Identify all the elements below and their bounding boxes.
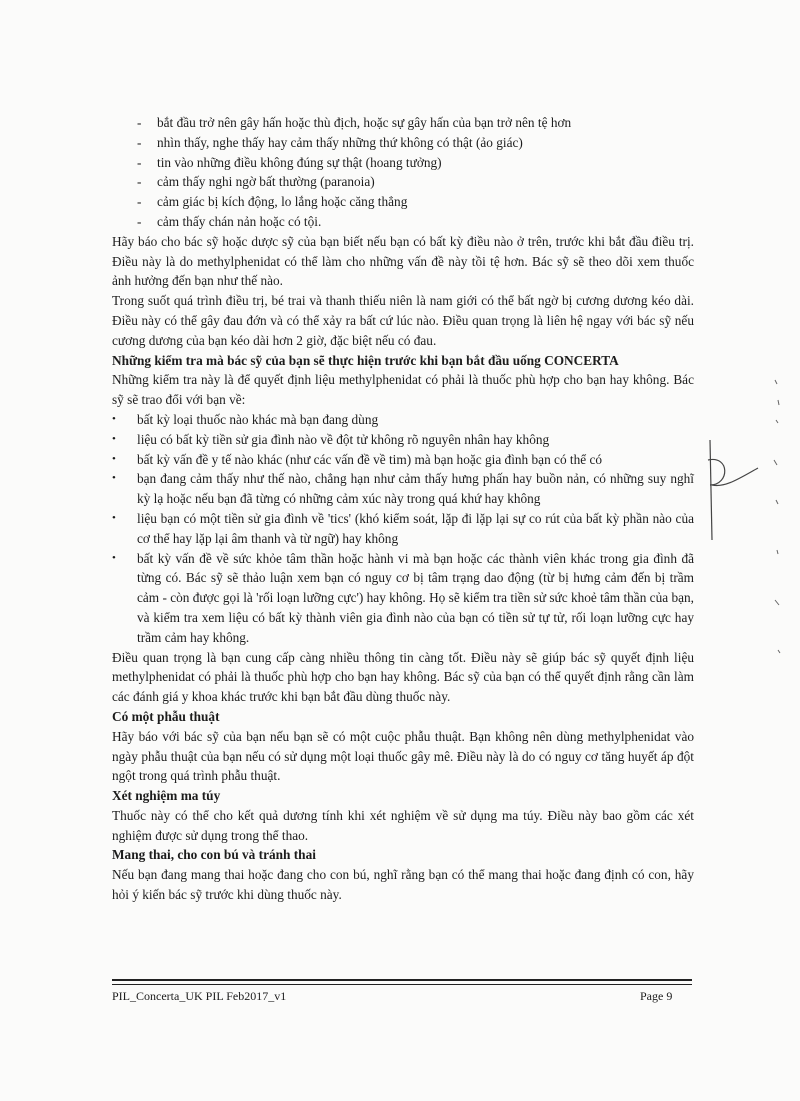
section-heading: Mang thai, cho con bú và tránh thai (112, 847, 316, 863)
paragraph: Thuốc này có thể cho kết quả dương tính khi xét nghiệm về sử dụng ma túy. Điều này bao gồm các xét nghiệm được sử dụng trong thể thao. (112, 807, 694, 843)
list-item: - cảm thấy chán nản hoặc có tội. (112, 212, 694, 232)
paragraph: Điều quan trọng là bạn cung cấp càng nhiều thông tin càng tốt. Điều này sẽ giúp bác sỹ quyết định liệu methylphenidat có phải là thuốc phù hợp cho bạn hay không. Bác sỹ của bạn có thể quyết định rằng cần làm các đánh giá y khoa khác trước khi bạn bắt đầu dùng thuốc này. (112, 649, 694, 705)
margin-annotation-icon (700, 360, 800, 680)
paragraph: Hãy báo cho bác sỹ hoặc dược sỹ của bạn biết nếu bạn có bất kỳ điều nào ở trên, trước khi bắt đầu điều trị. Điều này là do methylphenidat có thể làm cho những vấn đề này tồi tệ hơn. Bác sỹ sẽ theo dõi xem thuốc ảnh hưởng đến bạn như thế nào. (112, 233, 694, 289)
list-item: • liệu có bất kỳ tiền sử gia đình nào về đột tử không rõ nguyên nhân hay không (112, 430, 694, 450)
paragraph: Trong suốt quá trình điều trị, bé trai và thanh thiếu niên là nam giới có thể bất ngờ bị cương dương kéo dài. Điều này có thể gây đau đớn và có thể xảy ra bất cứ lúc nào. Điều quan trọng là liên hệ ngay với bác sỹ nếu cương dương của bạn kéo dài hơn 2 giờ, đặc biệt nếu có đau. (112, 293, 694, 348)
page-number: Page 9 (640, 989, 673, 1003)
section-heading: Những kiểm tra mà bác sỹ của bạn sẽ thực hiện trước khi bạn bắt đầu uống CONCERTA (112, 352, 619, 368)
paragraph: Nếu bạn đang mang thai hoặc đang cho con bú, nghĩ rằng bạn có thể mang thai hoặc đang định có con, hãy hỏi ý kiến bác sỹ trước khi dùng thuốc này. (112, 867, 694, 903)
bullet-list (112, 410, 694, 648)
document-body (112, 113, 694, 905)
list-item: • bất kỳ loại thuốc nào khác mà bạn đang dùng (112, 410, 694, 430)
list-item: - cảm thấy nghi ngờ bất thường (paranoia) (112, 172, 694, 192)
list-item: - nhìn thấy, nghe thấy hay cảm thấy những thứ không có thật (ảo giác) (112, 133, 694, 153)
footer-rule (112, 979, 692, 981)
list-item: - bắt đầu trở nên gây hấn hoặc thù địch, hoặc sự gây hấn của bạn trở nên tệ hơn (112, 113, 694, 133)
list-item: • bạn đang cảm thấy như thế nào, chẳng hạn như cảm thấy hưng phấn hay buồn nản, có những suy nghĩ kỳ lạ hoặc nếu bạn đã từng có những cảm xúc này trong quá khứ hay không (112, 469, 694, 509)
list-item: • bất kỳ vấn đề y tế nào khác (như các vấn đề về tim) mà bạn hoặc gia đình bạn có thể có (112, 450, 694, 470)
section-heading: Xét nghiệm ma túy (112, 788, 221, 804)
paragraph: Những kiểm tra này là để quyết định liệu methylphenidat có phải là thuốc phù hợp cho bạn hay không. Bác sỹ sẽ trao đổi với bạn về: (112, 372, 694, 408)
list-item: - cảm giác bị kích động, lo lắng hoặc căng thẳng (112, 192, 694, 212)
list-item: • bất kỳ vấn đề về sức khỏe tâm thần hoặc hành vi mà bạn hoặc các thành viên khác trong gia đình đã từng có. Bác sỹ sẽ thảo luận xem bạn có nguy cơ bị tâm trạng dao động (từ bị hưng cảm đến bị trầm cảm - còn được gọi là 'rối loạn lưỡng cực') hay không. Họ sẽ kiểm tra tiền sử sức khoẻ tâm thần của bạn, và kiểm tra xem liệu có bất kỳ thành viên gia đình nào của bạn có tiền sử tự tử, rối loạn lưỡng cực hay trầm cảm hay không. (112, 549, 694, 648)
dash-list (112, 113, 694, 232)
footer-document-id: PIL_Concerta_UK PIL Feb2017_v1 (112, 989, 287, 1003)
list-item: - tin vào những điều không đúng sự thật (hoang tưởng) (112, 153, 694, 173)
paragraph: Hãy báo với bác sỹ của bạn nếu bạn sẽ có một cuộc phẫu thuật. Bạn không nên dùng methylphenidat vào ngày phẫu thuật của bạn nếu có sử dụng một loại thuốc gây mê. Điều này là do có nguy cơ tăng huyết áp đột ngột trong quá trình phẫu thuật. (112, 728, 694, 784)
footer-rule (112, 984, 692, 985)
list-item: • liệu bạn có một tiền sử gia đình về 'tics' (khó kiểm soát, lặp đi lặp lại sự co rút của bất kỳ phần nào của cơ thể hay lặp lại âm thanh và từ ngữ) hay không (112, 509, 694, 549)
section-heading: Có một phẫu thuật (112, 708, 220, 724)
